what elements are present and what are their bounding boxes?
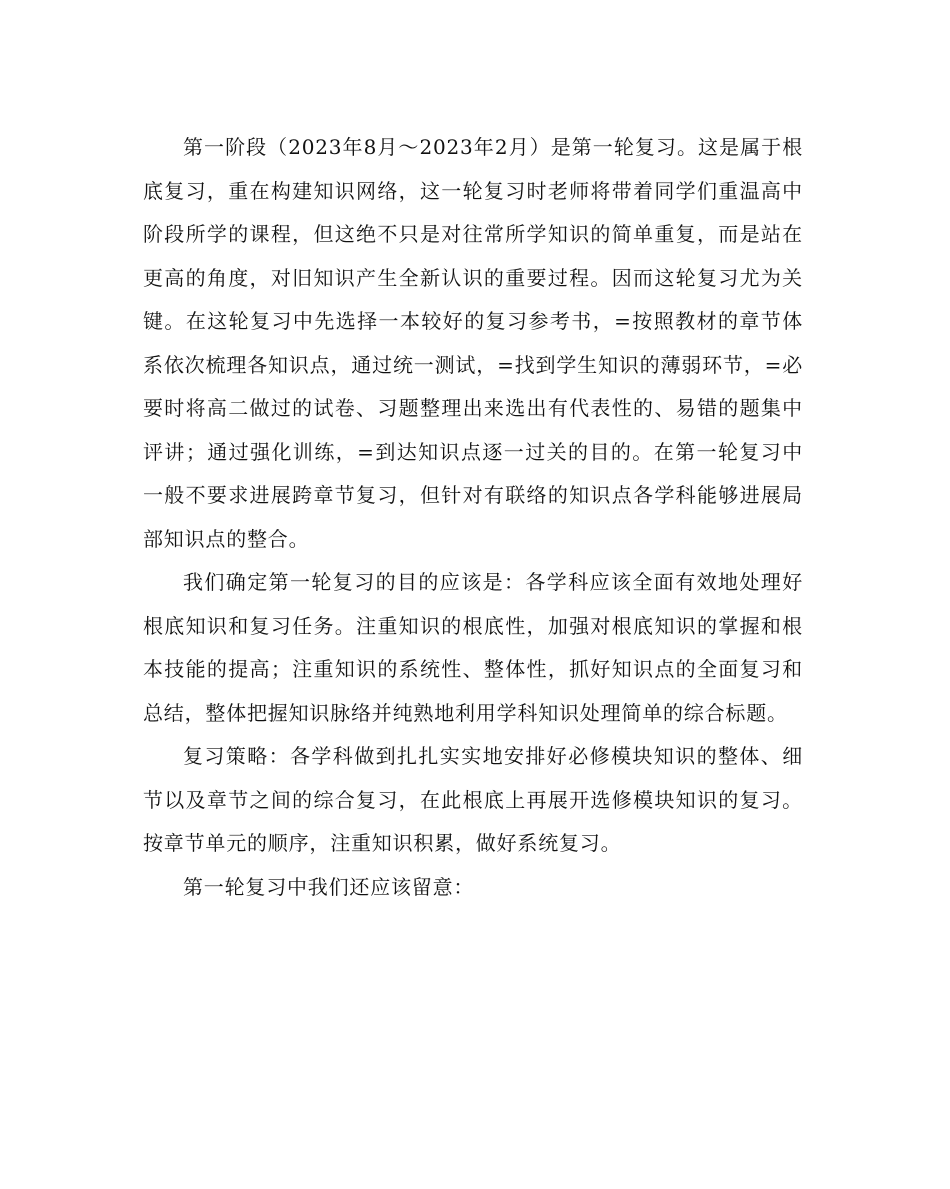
document-body (143, 126, 803, 909)
paragraph-first-round-overview: 第一阶段（2023年8月～2023年2月）是第一轮复习。这是属于根底复习，重在构建知识网络，这一轮复习时老师将带着同学们重温高中阶段所学的课程，但这绝不只是对往常所学知识的简单重复，而是站在更高的角度，对旧知识产生全新认识的重要过程。因而这轮复习尤为关键。在这轮复习中先选择一本较好的复习参考书，=按照教材的章节体系依次梳理各知识点，通过统一测试，=找到学生知识的薄弱环节，=必要时将高二做过的试卷、习题整理出来选出有代表性的、易错的题集中评讲；通过强化训练，=到达知识点逐一过关的目的。在第一轮复习中一般不要求进展跨章节复习，但针对有联络的知识点各学科能够进展局部知识点的整合。 (143, 135, 803, 551)
paragraph-review-strategy: 复习策略：各学科做到扎扎实实地安排好必修模块知识的整体、细节以及章节之间的综合复习，在此根底上再展开选修模块知识的复习。按章节单元的顺序，注重知识积累，做好系统复习。 (143, 744, 803, 855)
paragraph-first-round-goals: 我们确定第一轮复习的目的应该是：各学科应该全面有效地处理好根底知识和复习任务。注重知识的根底性，加强对根底知识的掌握和根本技能的提高；注重知识的系统性、整体性，抓好知识点的全面复习和总结，整体把握知识脉络并纯熟地利用学科知识处理简单的综合标题。 (143, 570, 803, 725)
paragraph-first-round-notes: 第一轮复习中我们还应该留意： (183, 874, 475, 899)
